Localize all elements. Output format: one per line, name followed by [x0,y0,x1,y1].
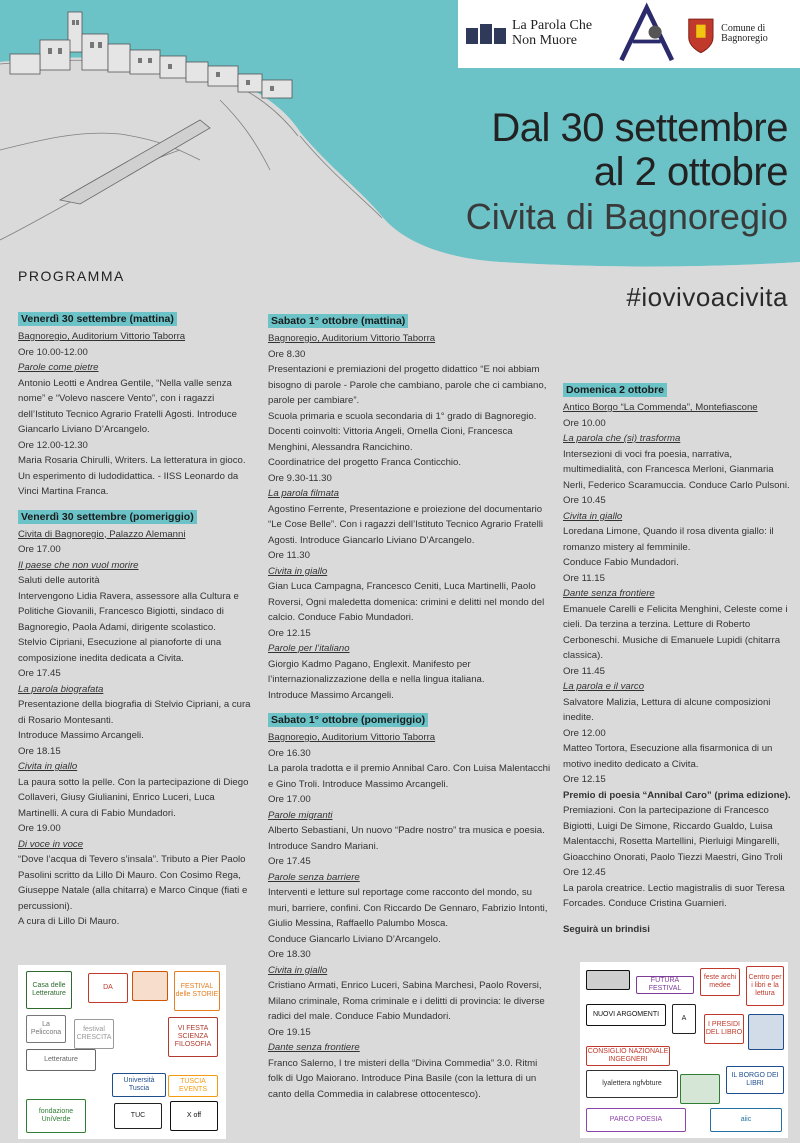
event-description: Presentazione della biografia di Stelvio Cipriani, a cura di Rosario Montesanti. [18,699,251,726]
spacer [563,912,791,922]
date-line-1: Dal 30 settembre [491,106,788,150]
event-title: La parola filmata [268,488,339,499]
section-heading-row [563,383,791,400]
event-description: La paura sotto la pelle. Con la partecipazione di Diego Collaveri, Giusy Giulianini, Enrico Luceri, Luca Martinelli. A cura di Fabio Mundadori. [18,776,249,819]
programma-heading: PROGRAMMA [18,268,125,284]
event-description: Docenti coinvolti: Vittoria Angeli, Ornella Cioni, Francesca Menghini, Alessandra Rancichino. [268,426,513,453]
event-description: Interventi e letture sul reportage come racconto del mondo, su muri, barriere, confini. Con Riccardo De Gennaro, Fabrizio Intonti, Giulio Messina, Raffaello Palumbo Mosca. [268,887,548,929]
event-description: Giorgio Kadmo Pagano, Englexit. Manifesto per l’internazionalizzazione della e nella lingua italiana. [268,658,485,685]
sponsor-logo: Università Tuscia [112,1073,166,1097]
event-description: Premiazioni. Con la partecipazione di Francesco Bigiotti, Luigi De Simone, Riccardo Gualdo, Luisa Malentacchi, Rosetta Martellini, Pierluigi Mingarelli, Gioacchino Onorati, Paolo Tiezzi Maestri, Gino Troli [563,805,783,863]
event-time: Ore 10.45 [563,495,606,506]
event-time: Ore 11.45 [563,665,605,677]
venue: Civita di Bagnoregio, Palazzo Alemanni [18,528,186,540]
event-dates-title [466,106,788,240]
event-time: Ore 11.15 [563,572,605,584]
highlight-text: Seguirà un brindisi [563,923,650,935]
program-column-1 [18,312,254,930]
event-title: Dante senza frontiere [563,588,655,599]
venue: Bagnoregio, Auditorium Vittorio Taborra [268,333,436,344]
event-title: Civita in giallo [563,510,623,522]
event-description: A cura di Lillo Di Mauro. [18,916,120,927]
section-heading: Sabato 1° ottobre (pomeriggio) [268,713,428,727]
sponsor-logo: lyalettera ngfvbture [586,1070,678,1098]
event-description: Coordinatrice del progetto Franca Conticchio. [268,457,462,468]
event-time: Ore 17.45 [268,856,311,867]
section-heading-row [18,510,254,527]
comune-logo-text: Comune di Bagnoregio [721,22,768,44]
program-column-2 [268,314,553,1102]
event-description: Intersezioni di voci fra poesia, narrativa, multimedialità, con Francesca Merloni, Gianmaria Nerli, Federico Scaramuccia. Conduce Carlo Pulsoni. [563,448,790,491]
event-time: Ore 17.00 [268,794,311,805]
event-time: Ore 17.00 [18,544,61,555]
event-description: Emanuele Carelli e Felicita Menghini, Celeste come i cieli. Da terzina a terzina. Letture di Roberto Cerboneschi. Musiche di Emanuele Lupidi (chitarra classica). [563,603,788,661]
book-logo-icon [464,20,508,48]
sponsor-logo: I PRESIDI DEL LIBRO [704,1014,744,1044]
sponsor-logos-left [18,965,226,1139]
event-time: Ore 12.15 [563,774,606,785]
venue: Bagnoregio, Auditorium Vittorio Taborra [18,331,186,342]
event-time: Ore 8.30 [268,348,306,360]
event-title: Parole migranti [268,809,333,821]
event-time: Ore 18.30 [268,949,311,960]
event-description: Gian Luca Campagna, Francesco Ceniti, Luca Martinelli, Paolo Roversi, Ogni maledetta domenica: crimini e delitti nel mondo del calcio. Conduce Fabio Mundadori. [268,581,545,623]
event-description: Salvatore Malizia, Lettura di alcune composizioni inedite. [563,696,771,723]
sponsor-logo: TUC [114,1103,162,1129]
event-title: Civita in giallo [268,565,328,577]
event-time: Ore 12.00-12.30 [18,439,88,451]
location-line: Civita di Bagnoregio [465,196,788,237]
event-description: Stelvio Cipriani, Esecuzione al pianoforte di una composizione inedita dedicata a Civita. [18,637,222,664]
event-title: Il paese che non vuol morire [18,559,139,571]
logo-bar [458,0,800,68]
sponsor-logo: FESTIVAL delle STORIE [174,971,220,1011]
event-description: Cristiano Armati, Enrico Luceri, Sabina Marchesi, Paolo Roversi, Milano criminale, Roma criminale e i delitti di provincia: le diverse radici del male. Conduce Fabio Mundadori. [268,980,545,1022]
event-title: La parola e il varco [563,681,645,692]
sponsor-logo: NUOVI ARGOMENTI [586,1004,666,1026]
sponsor-logo [132,971,168,1001]
event-time: Ore 19.00 [18,823,61,834]
sponsor-logo [586,970,630,990]
event-description: Agostino Ferrente, Presentazione e proiezione del documentario “Le Cose Belle”. Con i ragazzi dell’Istituto Tecnico Agrario Fratelli Agosti. Introduce Giancarlo Liviano D’Arcangelo. [268,503,543,546]
event-description: Conduce Giancarlo Liviano D’Arcangelo. [268,933,441,945]
event-description: Loredana Limone, Quando il rosa diventa giallo: il romanzo mistery al femminile. [563,526,774,553]
event-description: Franco Salerno, I tre misteri della “Divina Commedia” 3.0. Ritmi folk di Ugo Maiorano. Introduce Pina Basile (con la lettura di un canto della Commedia in calabrese ottocentesco). [268,1057,538,1100]
sponsor-logo: X off [170,1101,218,1131]
event-title: Civita in giallo [268,964,328,976]
letter-a-logo-icon [614,2,679,66]
program-column-3 [563,383,791,937]
sponsor-logo: IL BORGO DEI LIBRI [726,1066,784,1094]
event-title: Parole per l’italiano [268,643,350,654]
event-description: Introduce Massimo Arcangeli. [18,730,144,741]
date-line-2: al 2 ottobre [593,150,788,194]
section-heading: Venerdì 30 settembre (pomeriggio) [18,510,197,524]
spacer [18,500,254,510]
event-time: Ore 12.00 [563,727,606,739]
sponsor-logo [748,1014,784,1050]
sponsor-logo: feste archi medee [700,968,740,996]
event-title: La parola biografata [18,683,104,695]
event-description: Alberto Sebastiani, Un nuovo “Padre nostro” tra musica e poesia. Introduce Sandro Mariani. [268,825,545,852]
event-time: Ore 11.30 [268,550,310,561]
event-title: La parola che (si) trasforma [563,433,681,444]
sponsor-logo: fondazione UniVerde [26,1099,86,1133]
hashtag: #iovivoacivita [626,282,788,312]
event-time: Ore 17.45 [18,668,61,679]
event-title: Parole come pietre [18,362,99,373]
event-title: Civita in giallo [18,761,78,772]
event-time: Ore 10.00 [563,417,606,429]
event-time: Ore 12.15 [268,627,311,639]
event-description: Antonio Leotti e Andrea Gentile, “Nella valle senza nome” e “Volevo nascere Vento”, con i ragazzi dell’Istituto Tecnico Agrario Fratelli Agosti. Introduce Giancarlo Liviano D’Arcangelo. [18,377,237,435]
sponsor-logo: Casa delle Letterature [26,971,72,1009]
event-title: Di voce in voce [18,838,84,850]
event-description: Matteo Tortora, Esecuzione alla fisarmonica di un motivo inedito dedicato a Civita. [563,743,773,770]
comune-crest-icon [685,12,717,56]
spacer [268,703,553,713]
event-description: Saluti delle autorità [18,575,100,586]
event-description: La parola creatrice. Lectio magistralis di suor Teresa Forcades. Conduce Cristina Guarnieri. [563,882,785,909]
event-time: Ore 16.30 [268,747,311,759]
sponsor-logo: Letterature [26,1049,96,1071]
highlight-text: Premio di poesia “Annibal Caro” (prima edizione). [563,789,791,801]
parola-logo-text: La Parola Che Non Muore [512,18,593,48]
event-description: La parola tradotta e il premio Annibal Caro. Con Luisa Malentacchi e Gino Troli. Introduce Massimo Arcangeli. [268,763,551,790]
section-heading: Domenica 2 ottobre [563,383,667,397]
sponsor-logo: aiic [710,1108,782,1132]
section-heading-row [268,314,553,331]
event-time: Ore 10.00-12.00 [18,346,88,358]
section-heading-row [18,312,254,329]
event-time: Ore 9.30-11.30 [268,472,332,484]
event-time: Ore 12.45 [563,867,606,878]
event-description: Intervengono Lidia Ravera, assessore alla Cultura e Politiche Giovanili, Francesco Bigiotti, sindaco di Bagnoregio, Paola Adami, dirigente scolastico. [18,590,239,633]
event-description: “Dove l’acqua di Tevero s’insala”. Tributo a Pier Paolo Pasolini scritto da Lillo Di Mauro. Con Cosimo Rega, Giuseppe Natale (alla chitarra) e Marco Cinque (fiati e percussioni). [18,854,248,912]
sponsor-logo [680,1074,720,1104]
sponsor-logos-right [580,962,788,1138]
event-title: Parole senza barriere [268,871,360,883]
event-title: Dante senza frontiere [268,1042,360,1053]
sponsor-logo: DA [88,973,128,1003]
event-description: Conduce Fabio Mundadori. [563,557,679,568]
event-time: Ore 19.15 [268,1026,311,1038]
sponsor-logo: TUSCIA EVENTS [168,1075,218,1097]
sponsor-logo: PARCO POESIA [586,1108,686,1132]
sponsor-logo: VI FESTA SCIENZA FILOSOFIA [168,1017,218,1057]
sponsor-logo: CONSIGLIO NAZIONALE INGEGNERI [586,1046,670,1066]
section-heading-row [268,713,553,730]
event-time: Ore 18.15 [18,745,61,757]
venue: Antico Borgo “La Commenda”, Montefiascone [563,402,758,413]
sponsor-logo: festival CRESCITA [74,1019,114,1049]
event-description: Maria Rosaria Chirulli, Writers. La letteratura in gioco. Un esperimento di ludodidattica. - IISS Leonardo da Vinci Martina Franca. [18,455,246,497]
sponsor-logo: La Peliccona [26,1015,66,1043]
event-description: Scuola primaria e scuola secondaria di 1° grado di Bagnoregio. [268,410,537,422]
section-heading: Sabato 1° ottobre (mattina) [268,314,408,328]
venue: Bagnoregio, Auditorium Vittorio Taborra [268,732,436,743]
sponsor-logo: Centro per i libri e la lettura [746,966,784,1006]
event-description: Presentazioni e premiazioni del progetto didattico “E noi abbiam bisogno di parole - Parole che cambiano, parole che ci cambiano, parole per cambiare”. [268,364,547,406]
sponsor-logo: FUTURA FESTIVAL [636,976,694,994]
section-heading: Venerdì 30 settembre (mattina) [18,312,177,326]
event-description: Introduce Massimo Arcangeli. [268,689,394,701]
sponsor-logo: A [672,1004,696,1034]
